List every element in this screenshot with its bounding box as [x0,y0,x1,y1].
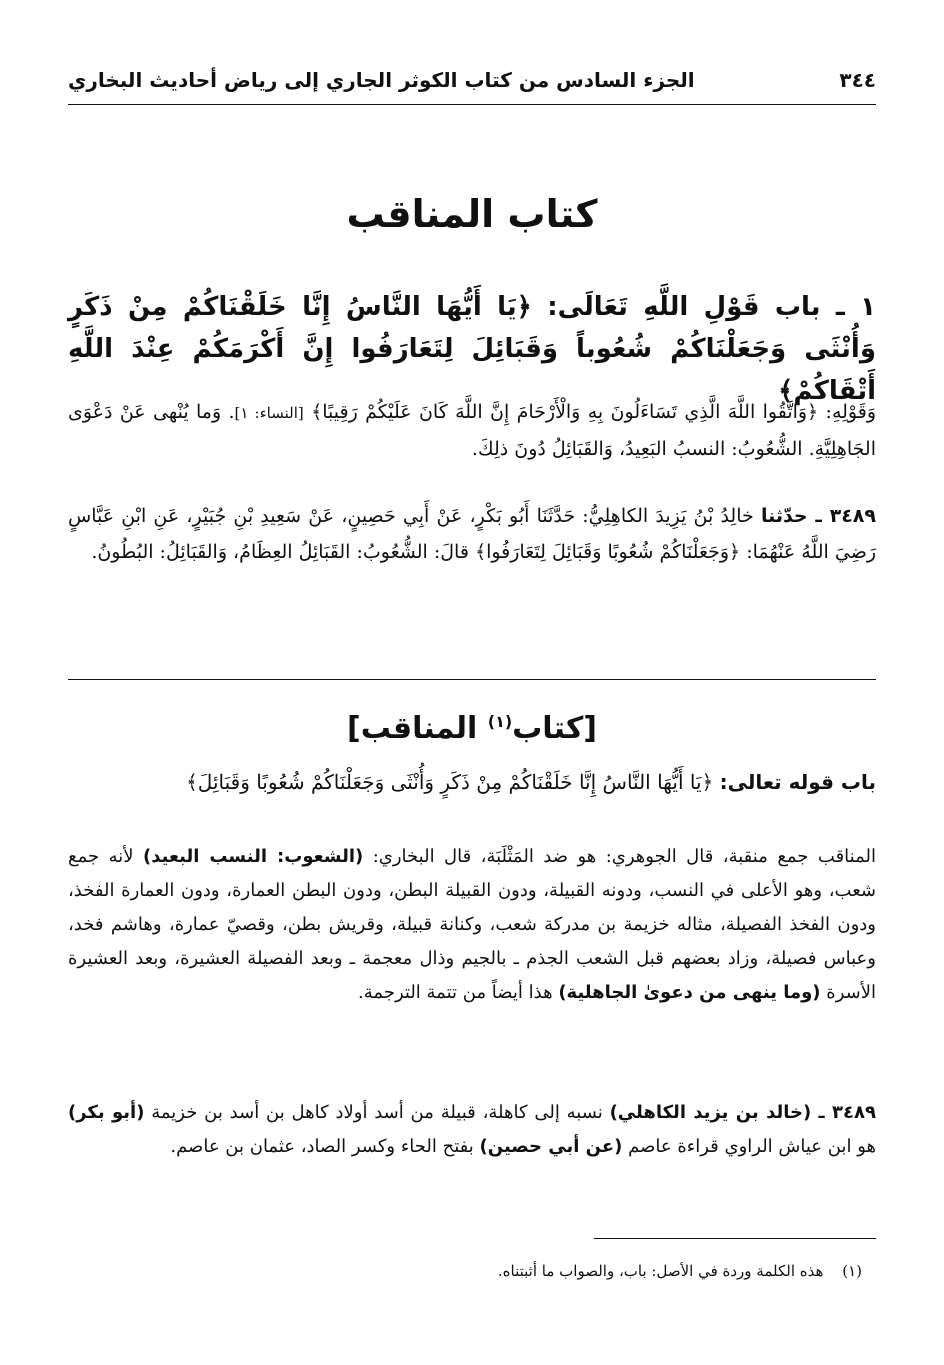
chapter-heading: ١ ـ باب قَوْلِ اللَّهِ تَعَالَى: ﴿يَا أَيُّهَا النَّاسُ إِنَّا خَلَقْنَاكُمْ مِنْ ذَكَرٍ وَأُنْثَى وَجَعَلْنَاكُمْ شُعُوباً وَقَبَائِلَ لِتَعَارَفُوا إِنَّ أَكْرَمَكُمْ عِنْدَ اللَّهِ أَتْقَاكُمْ﴾ [68,292,876,406]
header-divider [68,104,876,105]
commentary-quote: (الشعوب: النسب البعيد) [142,846,364,867]
commentary-title-close: المناقب] [347,711,478,746]
commentary-text: المناقب جمع منقبة، قال الجوهري: هو ضد المَثْلَبَة، قال البخاري: [372,846,876,867]
intro-verse: وَقَوْلِهِ: ﴿وَاتَّقُوا اللَّهَ الَّذِي تَسَاءَلُونَ بِهِ وَالْأَرْحَامَ إِنَّ اللَّهَ كَانَ عَلَيْكُمْ رَقِيبًا﴾ [311,401,876,423]
commentary-quote: (أبو بكر) [68,1102,145,1123]
footnote-number: (١) [842,1262,862,1280]
commentary-text: بفتح الحاء وكسر الصاد، عثمان بن عاصم. [170,1136,474,1157]
commentary-text: نسبه إلى كاهلة، قبيلة من أسد أولاد كاهل بن أسد بن خزيمة [151,1102,603,1123]
commentary-title-open: [كتاب [512,711,597,746]
commentary-title [68,696,876,755]
hadith-number: ٣٤٨٩ ـ حدّثنا [760,505,876,527]
commentary-chapter-label: باب قوله تعالى: [719,770,876,794]
intro-reference: [النساء: ١] [234,404,304,422]
section-divider [68,679,876,680]
commentary-paragraph-1 [68,840,876,1010]
commentary-quote: (عن أبي حصين) [479,1136,623,1157]
commentary-quote: (وما ينهى من دعوىٰ الجاهلية) [558,982,821,1003]
running-title: الجزء السادس من كتاب الكوثر الجاري إلى رياض أحاديث البخاري [68,68,695,92]
page-header [68,58,876,102]
footnote-marker: (١) [487,712,513,731]
commentary-hadith-number: ٣٤٨٩ ـ (خالد بن يزيد الكاهلي) [609,1102,876,1123]
chapter-intro [68,394,876,467]
commentary-text: هذا أيضاً من تتمة الترجمة. [358,982,553,1003]
footnote-divider [594,1238,876,1239]
commentary-paragraph-2 [68,1096,876,1164]
hadith-text: خالِدُ بْنُ يَزِيدَ الكاهِلِيُّ: حَدَّثَنَا أَبُو بَكْرٍ، عَنْ أَبِي حَصِينٍ، عَنْ سَعِيدِ بْنِ جُبَيْرٍ، عَنِ ابْنِ عَبَّاسٍ رَضِيَ اللَّهُ عَنْهُمَا: ﴿وَجَعَلْنَاكُمْ شُعُوبًا وَقَبَائِلَ لِتَعَارَفُوا﴾ قالَ: الشُّعُوبُ: القَبَائِلُ العِظَامُ، وَالقَبَائِلُ: البُطُونُ. [68,505,876,563]
footnote [68,1258,862,1284]
hadith-block [68,498,876,570]
commentary-chapter-verse: ﴿يَا أَيُّهَا النَّاسُ إِنَّا خَلَقْنَاكُمْ مِنْ ذَكَرٍ وَأُنْثَى وَجَعَلْنَاكُمْ شُعُوبًا وَقَبَائِلَ﴾ [186,770,714,794]
book-title: كتاب المناقب [346,192,598,236]
intro-text: . وَما يُنْهى عَنْ دَعْوَى الجَاهِلِيَّةِ. الشُّعُوبُ: النسبُ البَعِيدُ، وَالقَبَائِلُ دُونَ ذلِكَ. [68,401,876,460]
footnote-text: هذه الكلمة وردة في الأصل: باب، والصواب ما أثبتناه. [497,1262,824,1280]
commentary-chapter-heading [68,764,876,800]
commentary-text: لأنه جمع شعب، وهو الأعلى في النسب، ودونه القبيلة، ودون القبيلة البطن، ودون البطن العمارة، ودون العمارة الفخذ، ودون الفخذ الفصيلة، مثاله خزيمة بن مدركة شعب، وكنانة قبيلة، وقريش بطن، وقصيّ عمارة، وهاشم فخد، وعباس فصيلة، وزاد بعضهم قبل الشعب الجذم ـ بالجيم وذال معجمة ـ وبعد الفصيلة العشيرة، وبعد العشيرة الأسرة [68,846,876,1003]
page-number: ٣٤٤ [839,68,876,92]
commentary-text: هو ابن عياش الراوي قراءة عاصم [628,1136,876,1157]
